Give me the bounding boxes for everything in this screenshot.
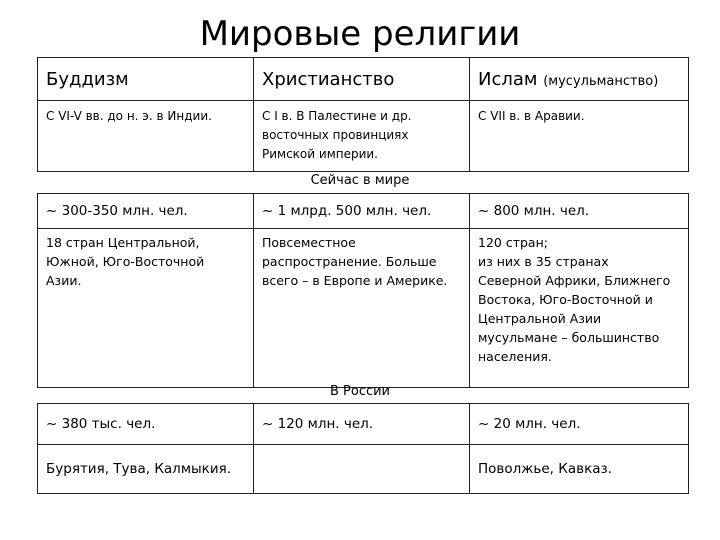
world-table [37, 193, 689, 388]
origin-islam: С VII в. в Аравии. [470, 101, 689, 172]
russia-count-christianity: ~ 120 млн. чел. [254, 404, 470, 445]
header-islam-label: Ислам [478, 68, 538, 90]
russia-heading: В России [329, 384, 391, 399]
russia-table [37, 403, 689, 494]
religions-header-table [37, 57, 689, 172]
header-christianity [254, 58, 470, 101]
table-row [38, 194, 689, 229]
world-spread-buddhism: 18 стран Центральной, Южной, Юго-Восточной Азии. [38, 229, 254, 388]
header-buddhism [38, 58, 254, 101]
header-buddhism-label: Буддизм [46, 68, 129, 90]
russia-count-buddhism: ~ 380 тыс. чел. [38, 404, 254, 445]
origin-buddhism: С VI-V вв. до н. э. в Индии. [38, 101, 254, 172]
world-count-islam: ~ 800 млн. чел. [470, 194, 689, 229]
world-spread-christianity: Повсеместное распространение. Больше всего – в Европе и Америке. [254, 229, 470, 388]
table-row [38, 445, 689, 494]
russia-count-islam: ~ 20 млн. чел. [470, 404, 689, 445]
world-spread-islam: 120 стран; из них в 35 странах Северной Африки, Ближнего Востока, Юго-Восточной и Центральной Азии мусульмане – большинство населения. [470, 229, 689, 388]
world-count-christianity: ~ 1 млрд. 500 млн. чел. [254, 194, 470, 229]
russia-regions-buddhism: Бурятия, Тува, Калмыкия. [38, 445, 254, 494]
origin-christianity: С I в. В Палестине и др. восточных провинциях Римской империи. [254, 101, 470, 172]
world-count-buddhism: ~ 300-350 млн. чел. [38, 194, 254, 229]
russia-regions-christianity [254, 445, 470, 494]
russia-regions-islam: Поволжье, Кавказ. [470, 445, 689, 494]
page-title: Мировые религии [199, 14, 521, 54]
header-islam [470, 58, 689, 101]
table-row [38, 101, 689, 172]
world-heading: Сейчас в мире [310, 173, 410, 188]
table-row [38, 229, 689, 388]
table-row [38, 404, 689, 445]
header-islam-note: (мусульманство) [543, 73, 659, 89]
table-row [38, 58, 689, 101]
header-christianity-label: Христианство [262, 68, 395, 90]
